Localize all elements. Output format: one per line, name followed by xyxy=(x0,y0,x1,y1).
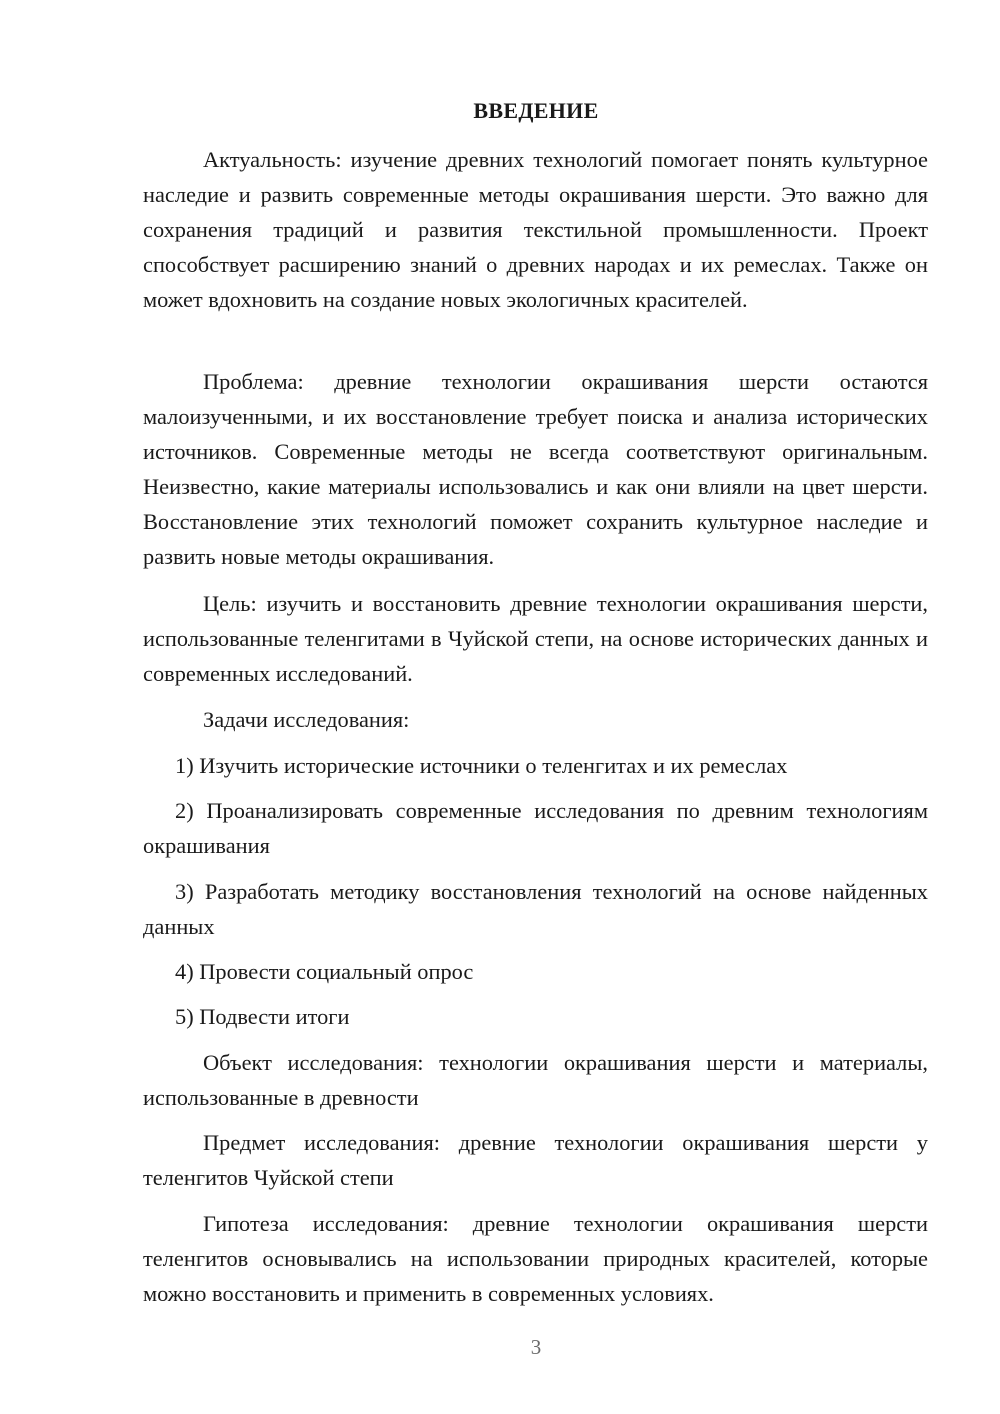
object-paragraph: Объект исследования: технологии окрашивания шерсти и материалы, использованные в древности xyxy=(143,1050,928,1110)
page-title: ВВЕДЕНИЕ xyxy=(473,98,599,123)
goal-paragraph: Цель: изучить и восстановить древние технологии окрашивания шерсти, использованные теленгитами в Чуйской степи, на основе исторических данных и современных исследований. xyxy=(143,591,928,686)
page-number: 3 xyxy=(530,1335,542,1359)
task-item-3: 3) Разработать методику восстановления технологий на основе найденных данных xyxy=(143,879,928,939)
task-item-5: 5) Подвести итоги xyxy=(175,1004,350,1029)
subject-paragraph: Предмет исследования: древние технологии окрашивания шерсти у теленгитов Чуйской степи xyxy=(143,1130,928,1190)
hypothesis-paragraph: Гипотеза исследования: древние технологии окрашивания шерсти теленгитов основывались на использовании природных красителей, которые можно восстановить и применить в современных условиях. xyxy=(143,1211,928,1306)
relevance-paragraph: Актуальность: изучение древних технологий помогает понять культурное наследие и развить современные методы окрашивания шерсти. Это важно для сохранения традиций и развития текстильной промышленности. Проект способствует расширению знаний о древних народах и их ремеслах. Также он может вдохновить на создание новых экологичных красителей. xyxy=(143,147,928,312)
tasks-title: Задачи исследования: xyxy=(203,707,410,732)
problem-paragraph: Проблема: древние технологии окрашивания шерсти остаются малоизученными, и их восстановление требует поиска и анализа исторических источников. Современные методы не всегда соответствуют оригинальным. Неизвестно, какие материалы использовались и как они влияли на цвет шерсти. Восстановление этих технологий поможет сохранить культурное наследие и развить новые методы окрашивания. xyxy=(143,369,928,569)
task-item-4: 4) Провести социальный опрос xyxy=(175,959,474,984)
task-item-1: 1) Изучить исторические источники о теленгитах и их ремеслах xyxy=(175,753,788,778)
task-item-2: 2) Проанализировать современные исследования по древним технологиям окрашивания xyxy=(143,798,928,858)
